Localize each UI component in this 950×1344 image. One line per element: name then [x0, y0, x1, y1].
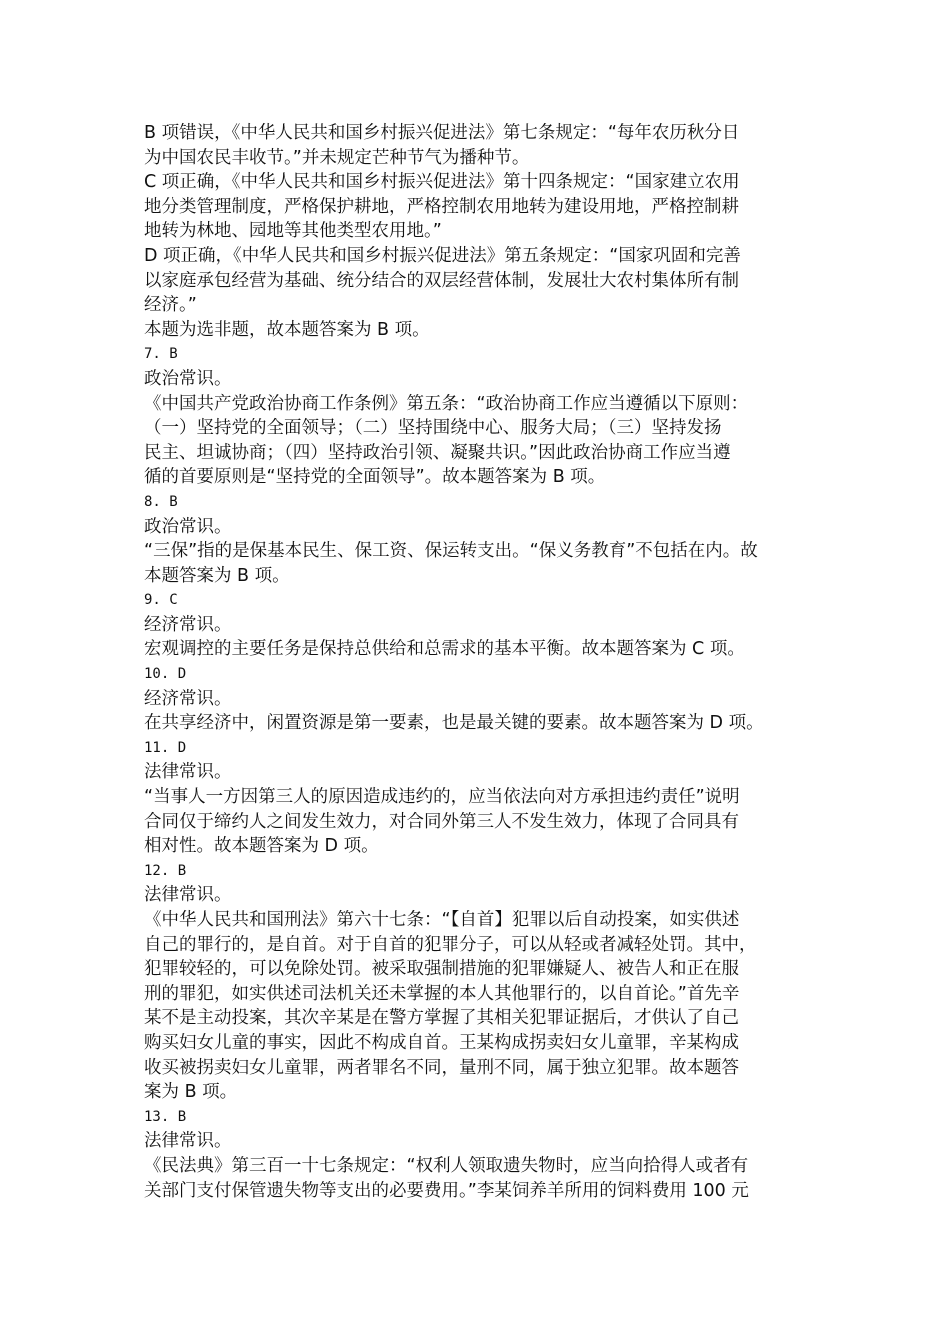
- text-line: 收买被拐卖妇女儿童罪，两者罪名不同，量刑不同，属于独立犯罪。故本题答: [144, 1057, 739, 1078]
- text-line: 经济常识。: [144, 614, 232, 635]
- text-line: 宏观调控的主要任务是保持总供给和总需求的基本平衡。故本题答案为 C 项。: [144, 639, 745, 660]
- text-line: 地转为林地、园地等其他类型农用地。”: [144, 221, 442, 242]
- question-answer-number: 9. C: [144, 592, 178, 609]
- text-line: 《民法典》第三百一十七条规定：“权利人领取遗失物时，应当向拾得人或者有: [144, 1155, 749, 1176]
- question-answer-number: 8. B: [144, 493, 178, 510]
- question-answer-number: 13. B: [144, 1108, 187, 1125]
- text-line: D 项正确，《中华人民共和国乡村振兴促进法》第五条规定：“国家巩固和完善: [144, 245, 741, 266]
- text-line: 经济。”: [144, 295, 197, 316]
- text-line: 循的首要原则是“坚持党的全面领导”。故本题答案为 B 项。: [144, 467, 606, 488]
- text-line: 自己的罪行的，是自首。对于自首的犯罪分子，可以从轻或者减轻处罚。其中，: [144, 934, 757, 955]
- text-line: 以家庭承包经营为基础、统分结合的双层经营体制，发展壮大农村集体所有制: [144, 270, 739, 291]
- text-line: 为中国农民丰收节。”并未规定芒种节气为播种节。: [144, 147, 530, 168]
- text-line: 在共享经济中，闲置资源是第一要素，也是最关键的要素。故本题答案为 D 项。: [144, 713, 764, 734]
- text-line: 经济常识。: [144, 688, 232, 709]
- text-line: （一）坚持党的全面领导；（二）坚持围绕中心、服务大局；（三）坚持发扬: [144, 418, 722, 439]
- text-line: 法律常识。: [144, 1131, 232, 1152]
- text-line: C 项正确，《中华人民共和国乡村振兴促进法》第十四条规定：“国家建立农用: [144, 172, 740, 193]
- text-line: 本题答案为 B 项。: [144, 565, 290, 586]
- text-line: 购买妇女儿童的事实，因此不构成自首。王某构成拐卖妇女儿童罪，辛某构成: [144, 1032, 739, 1053]
- text-line: 合同仅于缔约人之间发生效力，对合同外第三人不发生效力，体现了合同具有: [144, 811, 739, 832]
- text-line: 某不是主动投案，其次辛某是在警方掌握了其相关犯罪证据后，才供认了自己: [144, 1008, 739, 1029]
- text-line: 法律常识。: [144, 885, 232, 906]
- text-line: 法律常识。: [144, 762, 232, 783]
- text-line: 刑的罪犯，如实供述司法机关还未掌握的本人其他罪行的，以自首论。”首先辛: [144, 983, 740, 1004]
- text-line: 本题为选非题，故本题答案为 B 项。: [144, 319, 430, 340]
- text-line: 民主、坦诚协商；（四）坚持政治引领、凝聚共识。”因此政治协商工作应当遵: [144, 442, 731, 463]
- text-line: 《中华人民共和国刑法》第六十七条：“【自首】犯罪以后自动投案，如实供述: [144, 910, 740, 930]
- text-line: 政治常识。: [144, 368, 232, 389]
- text-line: “三保”指的是保基本民生、保工资、保运转支出。“保义务教育”不包括在内。故: [144, 541, 758, 562]
- text-line: 案为 B 项。: [144, 1082, 238, 1103]
- question-answer-number: 10. D: [144, 666, 187, 683]
- text-line: B 项错误，《中华人民共和国乡村振兴促进法》第七条规定：“每年农历秋分日: [144, 123, 740, 143]
- answer-explanation-text: [144, 121, 808, 1203]
- text-line: 地分类管理制度，严格保护耕地，严格控制农用地转为建设用地，严格控制耕: [144, 196, 739, 217]
- text-line: 相对性。故本题答案为 D 项。: [144, 836, 379, 857]
- text-line: 《中国共产党政治协商工作条例》第五条：“政治协商工作应当遵循以下原则：: [144, 393, 749, 414]
- text-line: “当事人一方因第三人的原因造成违约的，应当依法向对方承担违约责任”说明: [144, 787, 740, 808]
- text-line: 政治常识。: [144, 516, 232, 537]
- question-answer-number: 11. D: [144, 739, 187, 756]
- question-answer-number: 7. B: [144, 346, 178, 363]
- text-line: 关部门支付保管遗失物等支出的必要费用。”李某饲养羊所用的饲料费用 100 元: [144, 1180, 749, 1201]
- text-line: 犯罪较轻的，可以免除处罚。被采取强制措施的犯罪嫌疑人、被告人和正在服: [144, 959, 739, 980]
- question-answer-number: 12. B: [144, 862, 187, 879]
